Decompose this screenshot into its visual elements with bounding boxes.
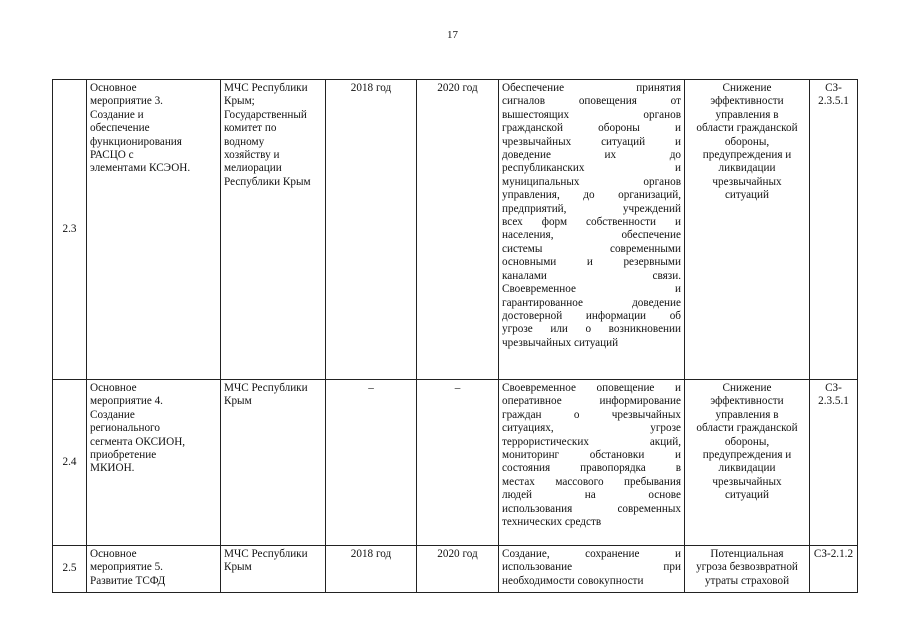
- cell-text-line: РАСЦО с: [90, 149, 134, 162]
- cell-text-line: хозяйству и: [224, 149, 280, 162]
- measure-name-cell: [87, 80, 221, 380]
- cell-text-line: чрезвычайных ситуаций: [502, 336, 619, 349]
- cell-text-line: регионального: [90, 422, 160, 435]
- cell-text-line: предупреждения и: [702, 449, 792, 462]
- cell-text-line: мелиорации: [224, 162, 282, 175]
- end-year-cell: [417, 380, 499, 546]
- consequences-cell: [685, 380, 810, 546]
- executor-cell: [221, 546, 326, 593]
- start-year-cell: [326, 80, 417, 380]
- cell-text-line: необходимости совокупности: [502, 574, 644, 587]
- cell-text-line: чрезвычайных: [712, 475, 782, 488]
- cell-text-line: людей на основе: [502, 489, 681, 502]
- cell-text-line: приобретение: [90, 449, 157, 462]
- cell-text-line: граждан о чрезвычайных: [502, 408, 681, 421]
- cell-text-line: 2020 год: [437, 82, 478, 94]
- cell-text-line: 2018 год: [350, 548, 392, 560]
- cell-text-line: Создание, сохранение и: [502, 548, 681, 560]
- cell-text-line: достоверной информации об: [502, 309, 681, 322]
- cell-text-line: угрозе или о возникновении: [502, 323, 681, 336]
- cell-text-line: гражданской обороны и: [502, 122, 681, 135]
- cell-text-line: всех форм собственности и: [502, 216, 681, 229]
- cell-text-line: Основное: [90, 382, 137, 394]
- cell-text-line: МЧС Республики: [224, 548, 308, 560]
- cell-text-line: функционирования: [90, 135, 182, 148]
- cell-text-line: –: [454, 382, 461, 394]
- cell-text-line: Основное: [90, 548, 137, 560]
- cell-text-line: ситуаций: [724, 189, 770, 202]
- cell-text-line: мероприятие 3.: [90, 95, 163, 108]
- cell-text-line: ликвидации: [718, 162, 776, 175]
- cell-text-line: утраты страховой: [704, 574, 790, 587]
- cell-text-line: 2.3.5.1: [818, 95, 849, 108]
- cell-text-line: Создание и: [90, 108, 144, 121]
- cell-text-line: области гражданской: [696, 122, 798, 135]
- cell-text-line: Создание: [90, 408, 135, 421]
- cell-text-line: местах массового пребывания: [502, 475, 681, 488]
- executor-cell: [221, 380, 326, 546]
- cell-text-line: Потенциальная: [710, 548, 784, 560]
- consequences-cell: [685, 546, 810, 593]
- end-year-cell: [417, 80, 499, 380]
- executor-cell: [221, 80, 326, 380]
- cell-text-line: муниципальных органов: [502, 175, 681, 188]
- cell-text-line: технических средств: [502, 516, 602, 529]
- cell-text-line: населения, обеспечение: [502, 229, 681, 242]
- measure-name-cell: [87, 380, 221, 546]
- cell-text-line: основными и резервными: [502, 256, 681, 269]
- cell-text-line: СЗ-2.1.2: [813, 548, 854, 560]
- indicator-code-cell: [810, 80, 858, 380]
- cell-text-line: республиканских и: [502, 162, 681, 175]
- cell-text-line: обороны,: [724, 135, 770, 148]
- cell-text-line: –: [368, 382, 374, 394]
- cell-text-line: 2018 год: [350, 82, 392, 94]
- cell-text-line: чрезвычайных: [712, 175, 782, 188]
- cell-text-line: СЗ-: [825, 82, 842, 94]
- cell-text-line: системы современными: [502, 242, 681, 255]
- expected-result-cell: [499, 380, 685, 546]
- cell-text-line: мониторинг обстановки и: [502, 449, 681, 462]
- cell-text-line: обороны,: [724, 435, 770, 448]
- indicator-code-cell: [810, 546, 858, 593]
- cell-text-line: состояния правопорядка в: [502, 462, 681, 475]
- cell-text-line: МКИОН.: [90, 462, 135, 475]
- cell-text-line: предприятий, учреждений: [502, 202, 681, 215]
- cell-text-line: обеспечение: [90, 122, 150, 135]
- row-number-cell: 2.5: [53, 546, 87, 593]
- cell-text-line: Основное: [90, 82, 137, 94]
- cell-text-line: мероприятие 5.: [90, 561, 163, 574]
- end-year-cell: [417, 546, 499, 593]
- cell-text-line: использование при: [502, 561, 681, 574]
- cell-text-line: Своевременное оповещение и: [502, 382, 681, 394]
- cell-text-line: Своевременное и: [502, 283, 681, 296]
- cell-text-line: предупреждения и: [702, 149, 792, 162]
- table-row: [53, 546, 858, 593]
- cell-text-line: гарантированное доведение: [502, 296, 681, 309]
- cell-text-line: управления, до организаций,: [502, 189, 681, 202]
- cell-text-line: элементами КСЭОН.: [90, 162, 191, 175]
- cell-text-line: ликвидации: [718, 462, 776, 475]
- cell-text-line: Крым;: [224, 95, 255, 108]
- row-number-cell: 2.3: [53, 80, 87, 380]
- cell-text-line: комитет по: [224, 122, 277, 135]
- cell-text-line: Крым: [224, 395, 252, 408]
- cell-text-line: каналами связи.: [502, 269, 681, 282]
- cell-text-line: СЗ-: [825, 382, 842, 394]
- cell-text-line: сегмента ОКСИОН,: [90, 435, 186, 448]
- start-year-cell: [326, 380, 417, 546]
- page-number: 17: [447, 29, 458, 41]
- cell-text-line: управления в: [715, 408, 779, 421]
- cell-text-line: области гражданской: [696, 422, 798, 435]
- cell-text-line: Государственный: [224, 108, 307, 121]
- cell-text-line: использования современных: [502, 502, 681, 515]
- cell-text-line: Снижение: [722, 382, 772, 394]
- cell-text-line: МЧС Республики: [224, 82, 308, 94]
- cell-text-line: доведение их до: [502, 149, 681, 162]
- cell-text-line: МЧС Республики: [224, 382, 308, 394]
- cell-text-line: сигналов оповещения от: [502, 95, 681, 108]
- cell-text-line: угроза безвозвратной: [696, 561, 798, 574]
- table-row: [53, 80, 858, 380]
- table-row: [53, 380, 858, 546]
- cell-text-line: Развитие ТСФД: [90, 574, 166, 587]
- cell-text-line: 2.3.5.1: [818, 395, 849, 408]
- start-year-cell: [326, 546, 417, 593]
- cell-text-line: 2020 год: [437, 548, 478, 560]
- cell-text-line: террористических акций,: [502, 435, 681, 448]
- cell-text-line: управления в: [715, 108, 779, 121]
- cell-text-line: эффективности: [710, 395, 784, 408]
- cell-text-line: чрезвычайных ситуаций и: [502, 135, 681, 148]
- indicator-code-cell: [810, 380, 858, 546]
- cell-text-line: Крым: [224, 561, 252, 574]
- cell-text-line: эффективности: [710, 95, 784, 108]
- measure-name-cell: [87, 546, 221, 593]
- expected-result-cell: [499, 546, 685, 593]
- cell-text-line: ситуаций: [724, 489, 770, 502]
- cell-text-line: оперативное информирование: [502, 395, 681, 408]
- consequences-cell: [685, 80, 810, 380]
- cell-text-line: водному: [224, 135, 265, 148]
- measures-table: [52, 79, 858, 593]
- row-number-cell: 2.4: [53, 380, 87, 546]
- expected-result-cell: [499, 80, 685, 380]
- cell-text-line: Республики Крым: [224, 175, 311, 188]
- cell-text-line: Обеспечение принятия: [502, 82, 681, 94]
- cell-text-line: ситуациях, угрозе: [502, 422, 681, 435]
- cell-text-line: Снижение: [722, 82, 772, 94]
- cell-text-line: мероприятие 4.: [90, 395, 163, 408]
- cell-text-line: вышестоящих органов: [502, 108, 681, 121]
